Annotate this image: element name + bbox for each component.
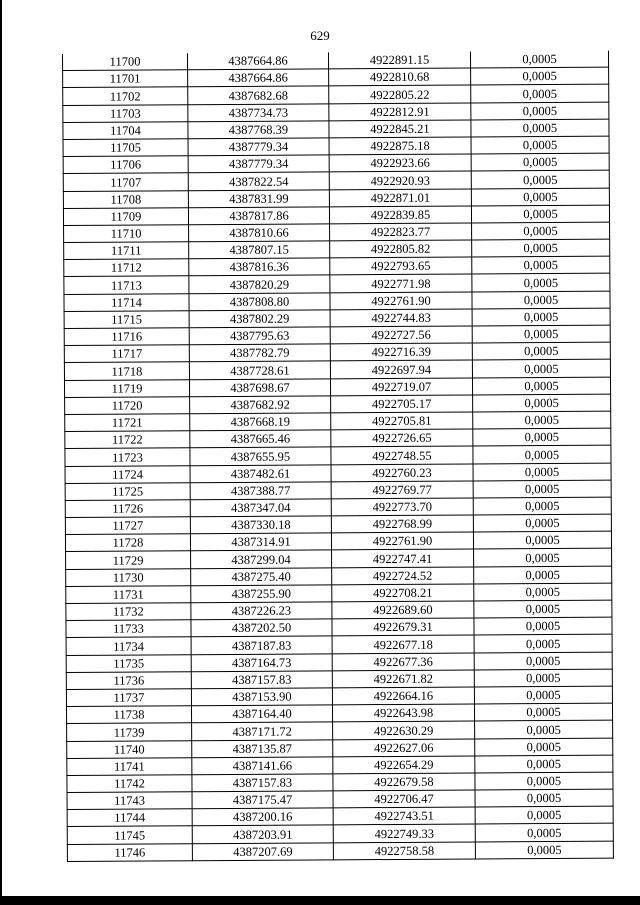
point-number-cell: 11730: [66, 568, 191, 586]
x-coordinate-cell: 4387200.16: [192, 808, 333, 826]
point-number-cell: 11706: [63, 156, 188, 174]
x-coordinate-cell: 4387388.77: [190, 482, 331, 500]
point-number-cell: 11725: [65, 482, 190, 500]
y-coordinate-cell: 4922689.60: [332, 601, 474, 619]
x-coordinate-cell: 4387682.92: [190, 396, 331, 414]
x-coordinate-cell: 4387347.04: [190, 499, 331, 517]
error-cell: 0,0005: [473, 445, 611, 463]
y-coordinate-cell: 4922719.07: [330, 378, 472, 396]
point-number-cell: 11719: [64, 379, 189, 397]
x-coordinate-cell: 4387817.86: [188, 207, 329, 225]
error-cell: 0,0005: [474, 669, 612, 687]
x-coordinate-cell: 4387275.40: [191, 567, 332, 585]
scan-bottom-bar: [0, 896, 640, 905]
y-coordinate-cell: 4922769.77: [331, 481, 473, 499]
x-coordinate-cell: 4387664.86: [187, 52, 328, 70]
error-cell: 0,0005: [475, 824, 613, 842]
x-coordinate-cell: 4387779.34: [188, 155, 329, 173]
y-coordinate-cell: 4922744.83: [330, 309, 472, 327]
error-cell: 0,0005: [474, 549, 612, 567]
point-number-cell: 11714: [64, 293, 189, 311]
point-number-cell: 11704: [63, 121, 188, 139]
error-cell: 0,0005: [471, 188, 609, 206]
x-coordinate-cell: 4387802.29: [189, 310, 330, 328]
x-coordinate-cell: 4387728.61: [189, 361, 330, 379]
y-coordinate-cell: 4922705.81: [331, 412, 473, 430]
point-number-cell: 11744: [67, 809, 192, 827]
y-coordinate-cell: 4922761.90: [330, 292, 472, 310]
x-coordinate-cell: 4387668.19: [190, 413, 331, 431]
error-cell: 0,0005: [470, 51, 608, 69]
error-cell: 0,0005: [471, 102, 609, 120]
error-cell: 0,0005: [471, 170, 609, 188]
y-coordinate-cell: 4922773.70: [331, 498, 473, 516]
y-coordinate-cell: 4922679.31: [332, 618, 474, 636]
y-coordinate-cell: 4922679.58: [333, 773, 475, 791]
point-number-cell: 11727: [65, 517, 190, 535]
point-number-cell: 11746: [67, 843, 192, 861]
error-cell: 0,0005: [471, 119, 609, 137]
point-number-cell: 11742: [67, 775, 192, 793]
x-coordinate-cell: 4387482.61: [190, 464, 331, 482]
error-cell: 0,0005: [474, 617, 612, 635]
x-coordinate-cell: 4387807.15: [189, 241, 330, 259]
point-number-cell: 11717: [64, 345, 189, 363]
y-coordinate-cell: 4922705.17: [331, 395, 473, 413]
error-cell: 0,0005: [475, 841, 613, 859]
point-number-cell: 11707: [63, 173, 188, 191]
y-coordinate-cell: 4922748.55: [331, 446, 473, 464]
y-coordinate-cell: 4922747.41: [332, 549, 474, 567]
y-coordinate-cell: 4922845.21: [329, 120, 471, 138]
y-coordinate-cell: 4922823.77: [330, 223, 472, 241]
y-coordinate-cell: 4922891.15: [328, 52, 470, 70]
x-coordinate-cell: 4387153.90: [191, 688, 332, 706]
y-coordinate-cell: 4922677.36: [332, 653, 474, 671]
error-cell: 0,0005: [475, 738, 613, 756]
y-coordinate-cell: 4922654.29: [333, 756, 475, 774]
x-coordinate-cell: 4387795.63: [189, 327, 330, 345]
point-number-cell: 11724: [65, 465, 190, 483]
error-cell: 0,0005: [472, 274, 610, 292]
error-cell: 0,0005: [472, 342, 610, 360]
x-coordinate-cell: 4387141.66: [192, 757, 333, 775]
y-coordinate-cell: 4922727.56: [330, 326, 472, 344]
x-coordinate-cell: 4387782.79: [189, 344, 330, 362]
x-coordinate-cell: 4387207.69: [192, 842, 333, 860]
point-number-cell: 11743: [67, 792, 192, 810]
x-coordinate-cell: 4387698.67: [189, 378, 330, 396]
error-cell: 0,0005: [471, 153, 609, 171]
error-cell: 0,0005: [472, 360, 610, 378]
point-number-cell: 11734: [66, 637, 191, 655]
point-number-cell: 11716: [64, 328, 189, 346]
error-cell: 0,0005: [474, 583, 612, 601]
x-coordinate-cell: 4387171.72: [192, 722, 333, 740]
x-coordinate-cell: 4387734.73: [188, 103, 329, 121]
y-coordinate-cell: 4922768.99: [331, 515, 473, 533]
point-number-cell: 11723: [65, 448, 190, 466]
point-number-cell: 11700: [62, 53, 187, 70]
x-coordinate-cell: 4387810.66: [189, 224, 330, 242]
point-number-cell: 11705: [63, 139, 188, 157]
point-number-cell: 11722: [65, 431, 190, 449]
y-coordinate-cell: 4922627.06: [333, 738, 475, 756]
x-coordinate-cell: 4387822.54: [188, 172, 329, 190]
error-cell: 0,0005: [472, 256, 610, 274]
x-coordinate-cell: 4387164.73: [191, 653, 332, 671]
x-coordinate-cell: 4387164.40: [191, 705, 332, 723]
x-coordinate-cell: 4387203.91: [192, 825, 333, 843]
coordinates-table: [62, 51, 614, 862]
y-coordinate-cell: 4922724.52: [332, 567, 474, 585]
error-cell: 0,0005: [474, 566, 612, 584]
error-cell: 0,0005: [474, 686, 612, 704]
point-number-cell: 11737: [66, 689, 191, 707]
error-cell: 0,0005: [473, 463, 611, 481]
x-coordinate-cell: 4387175.47: [192, 791, 333, 809]
point-number-cell: 11721: [65, 414, 190, 432]
y-coordinate-cell: 4922630.29: [333, 721, 475, 739]
y-coordinate-cell: 4922810.68: [329, 68, 471, 86]
y-coordinate-cell: 4922871.01: [329, 189, 471, 207]
point-number-cell: 11708: [63, 190, 188, 208]
y-coordinate-cell: 4922805.82: [330, 240, 472, 258]
x-coordinate-cell: 4387202.50: [191, 619, 332, 637]
x-coordinate-cell: 4387655.95: [190, 447, 331, 465]
x-coordinate-cell: 4387226.23: [191, 602, 332, 620]
coordinates-sheet: [62, 51, 613, 862]
error-cell: 0,0005: [475, 755, 613, 773]
y-coordinate-cell: 4922875.18: [329, 137, 471, 155]
error-cell: 0,0005: [474, 635, 612, 653]
coordinates-table-body: [62, 51, 613, 862]
y-coordinate-cell: 4922726.65: [331, 429, 473, 447]
y-coordinate-cell: 4922805.22: [329, 85, 471, 103]
y-coordinate-cell: 4922839.85: [329, 206, 471, 224]
x-coordinate-cell: 4387255.90: [191, 585, 332, 603]
y-coordinate-cell: 4922812.91: [329, 103, 471, 121]
point-number-cell: 11709: [63, 207, 188, 225]
point-number-cell: 11741: [67, 757, 192, 775]
point-number-cell: 11735: [66, 654, 191, 672]
x-coordinate-cell: 4387664.86: [188, 69, 329, 87]
point-number-cell: 11713: [64, 276, 189, 294]
error-cell: 0,0005: [474, 652, 612, 670]
table-row: [67, 841, 613, 862]
error-cell: 0,0005: [474, 600, 612, 618]
error-cell: 0,0005: [471, 67, 609, 85]
y-coordinate-cell: 4922716.39: [330, 343, 472, 361]
point-number-cell: 11711: [64, 242, 189, 260]
y-coordinate-cell: 4922758.58: [333, 842, 475, 860]
point-number-cell: 11733: [66, 620, 191, 638]
x-coordinate-cell: 4387768.39: [188, 121, 329, 139]
x-coordinate-cell: 4387187.83: [191, 636, 332, 654]
point-number-cell: 11726: [65, 500, 190, 518]
error-cell: 0,0005: [472, 325, 610, 343]
y-coordinate-cell: 4922671.82: [332, 670, 474, 688]
error-cell: 0,0005: [473, 531, 611, 549]
x-coordinate-cell: 4387665.46: [190, 430, 331, 448]
error-cell: 0,0005: [473, 480, 611, 498]
error-cell: 0,0005: [474, 703, 612, 721]
error-cell: 0,0005: [473, 514, 611, 532]
error-cell: 0,0005: [475, 772, 613, 790]
x-coordinate-cell: 4387135.87: [192, 739, 333, 757]
scan-edge-left: [0, 0, 2, 905]
y-coordinate-cell: 4922708.21: [332, 584, 474, 602]
x-coordinate-cell: 4387299.04: [191, 550, 332, 568]
x-coordinate-cell: 4387682.68: [188, 86, 329, 104]
point-number-cell: 11703: [63, 104, 188, 122]
page-number: 629: [310, 28, 330, 43]
point-number-cell: 11736: [66, 671, 191, 689]
error-cell: 0,0005: [472, 291, 610, 309]
error-cell: 0,0005: [473, 411, 611, 429]
y-coordinate-cell: 4922664.16: [332, 687, 474, 705]
x-coordinate-cell: 4387314.91: [190, 533, 331, 551]
error-cell: 0,0005: [472, 308, 610, 326]
point-number-cell: 11701: [63, 70, 188, 88]
point-number-cell: 11745: [67, 826, 192, 844]
point-number-cell: 11712: [64, 259, 189, 277]
error-cell: 0,0005: [472, 377, 610, 395]
x-coordinate-cell: 4387157.83: [191, 671, 332, 689]
point-number-cell: 11720: [65, 396, 190, 414]
y-coordinate-cell: 4922920.93: [329, 171, 471, 189]
point-number-cell: 11731: [66, 586, 191, 604]
y-coordinate-cell: 4922743.51: [333, 807, 475, 825]
y-coordinate-cell: 4922706.47: [333, 790, 475, 808]
point-number-cell: 11718: [64, 362, 189, 380]
error-cell: 0,0005: [475, 720, 613, 738]
error-cell: 0,0005: [471, 205, 609, 223]
x-coordinate-cell: 4387808.80: [189, 292, 330, 310]
error-cell: 0,0005: [472, 239, 610, 257]
point-number-cell: 11702: [63, 87, 188, 105]
point-number-cell: 11739: [67, 723, 192, 741]
x-coordinate-cell: 4387330.18: [190, 516, 331, 534]
y-coordinate-cell: 4922761.90: [331, 532, 473, 550]
y-coordinate-cell: 4922760.23: [331, 463, 473, 481]
point-number-cell: 11710: [64, 225, 189, 243]
point-number-cell: 11738: [66, 706, 191, 724]
y-coordinate-cell: 4922677.18: [332, 635, 474, 653]
error-cell: 0,0005: [471, 85, 609, 103]
y-coordinate-cell: 4922771.98: [330, 274, 472, 292]
point-number-cell: 11728: [65, 534, 190, 552]
y-coordinate-cell: 4922697.94: [330, 360, 472, 378]
x-coordinate-cell: 4387816.36: [189, 258, 330, 276]
point-number-cell: 11729: [66, 551, 191, 569]
point-number-cell: 11740: [67, 740, 192, 758]
point-number-cell: 11732: [66, 603, 191, 621]
x-coordinate-cell: 4387831.99: [188, 189, 329, 207]
error-cell: 0,0005: [473, 428, 611, 446]
error-cell: 0,0005: [475, 806, 613, 824]
error-cell: 0,0005: [473, 497, 611, 515]
x-coordinate-cell: 4387157.83: [192, 774, 333, 792]
error-cell: 0,0005: [471, 136, 609, 154]
error-cell: 0,0005: [475, 789, 613, 807]
y-coordinate-cell: 4922643.98: [332, 704, 474, 722]
y-coordinate-cell: 4922923.66: [329, 154, 471, 172]
error-cell: 0,0005: [472, 222, 610, 240]
y-coordinate-cell: 4922793.65: [330, 257, 472, 275]
y-coordinate-cell: 4922749.33: [333, 824, 475, 842]
error-cell: 0,0005: [473, 394, 611, 412]
x-coordinate-cell: 4387779.34: [188, 138, 329, 156]
x-coordinate-cell: 4387820.29: [189, 275, 330, 293]
point-number-cell: 11715: [64, 311, 189, 329]
